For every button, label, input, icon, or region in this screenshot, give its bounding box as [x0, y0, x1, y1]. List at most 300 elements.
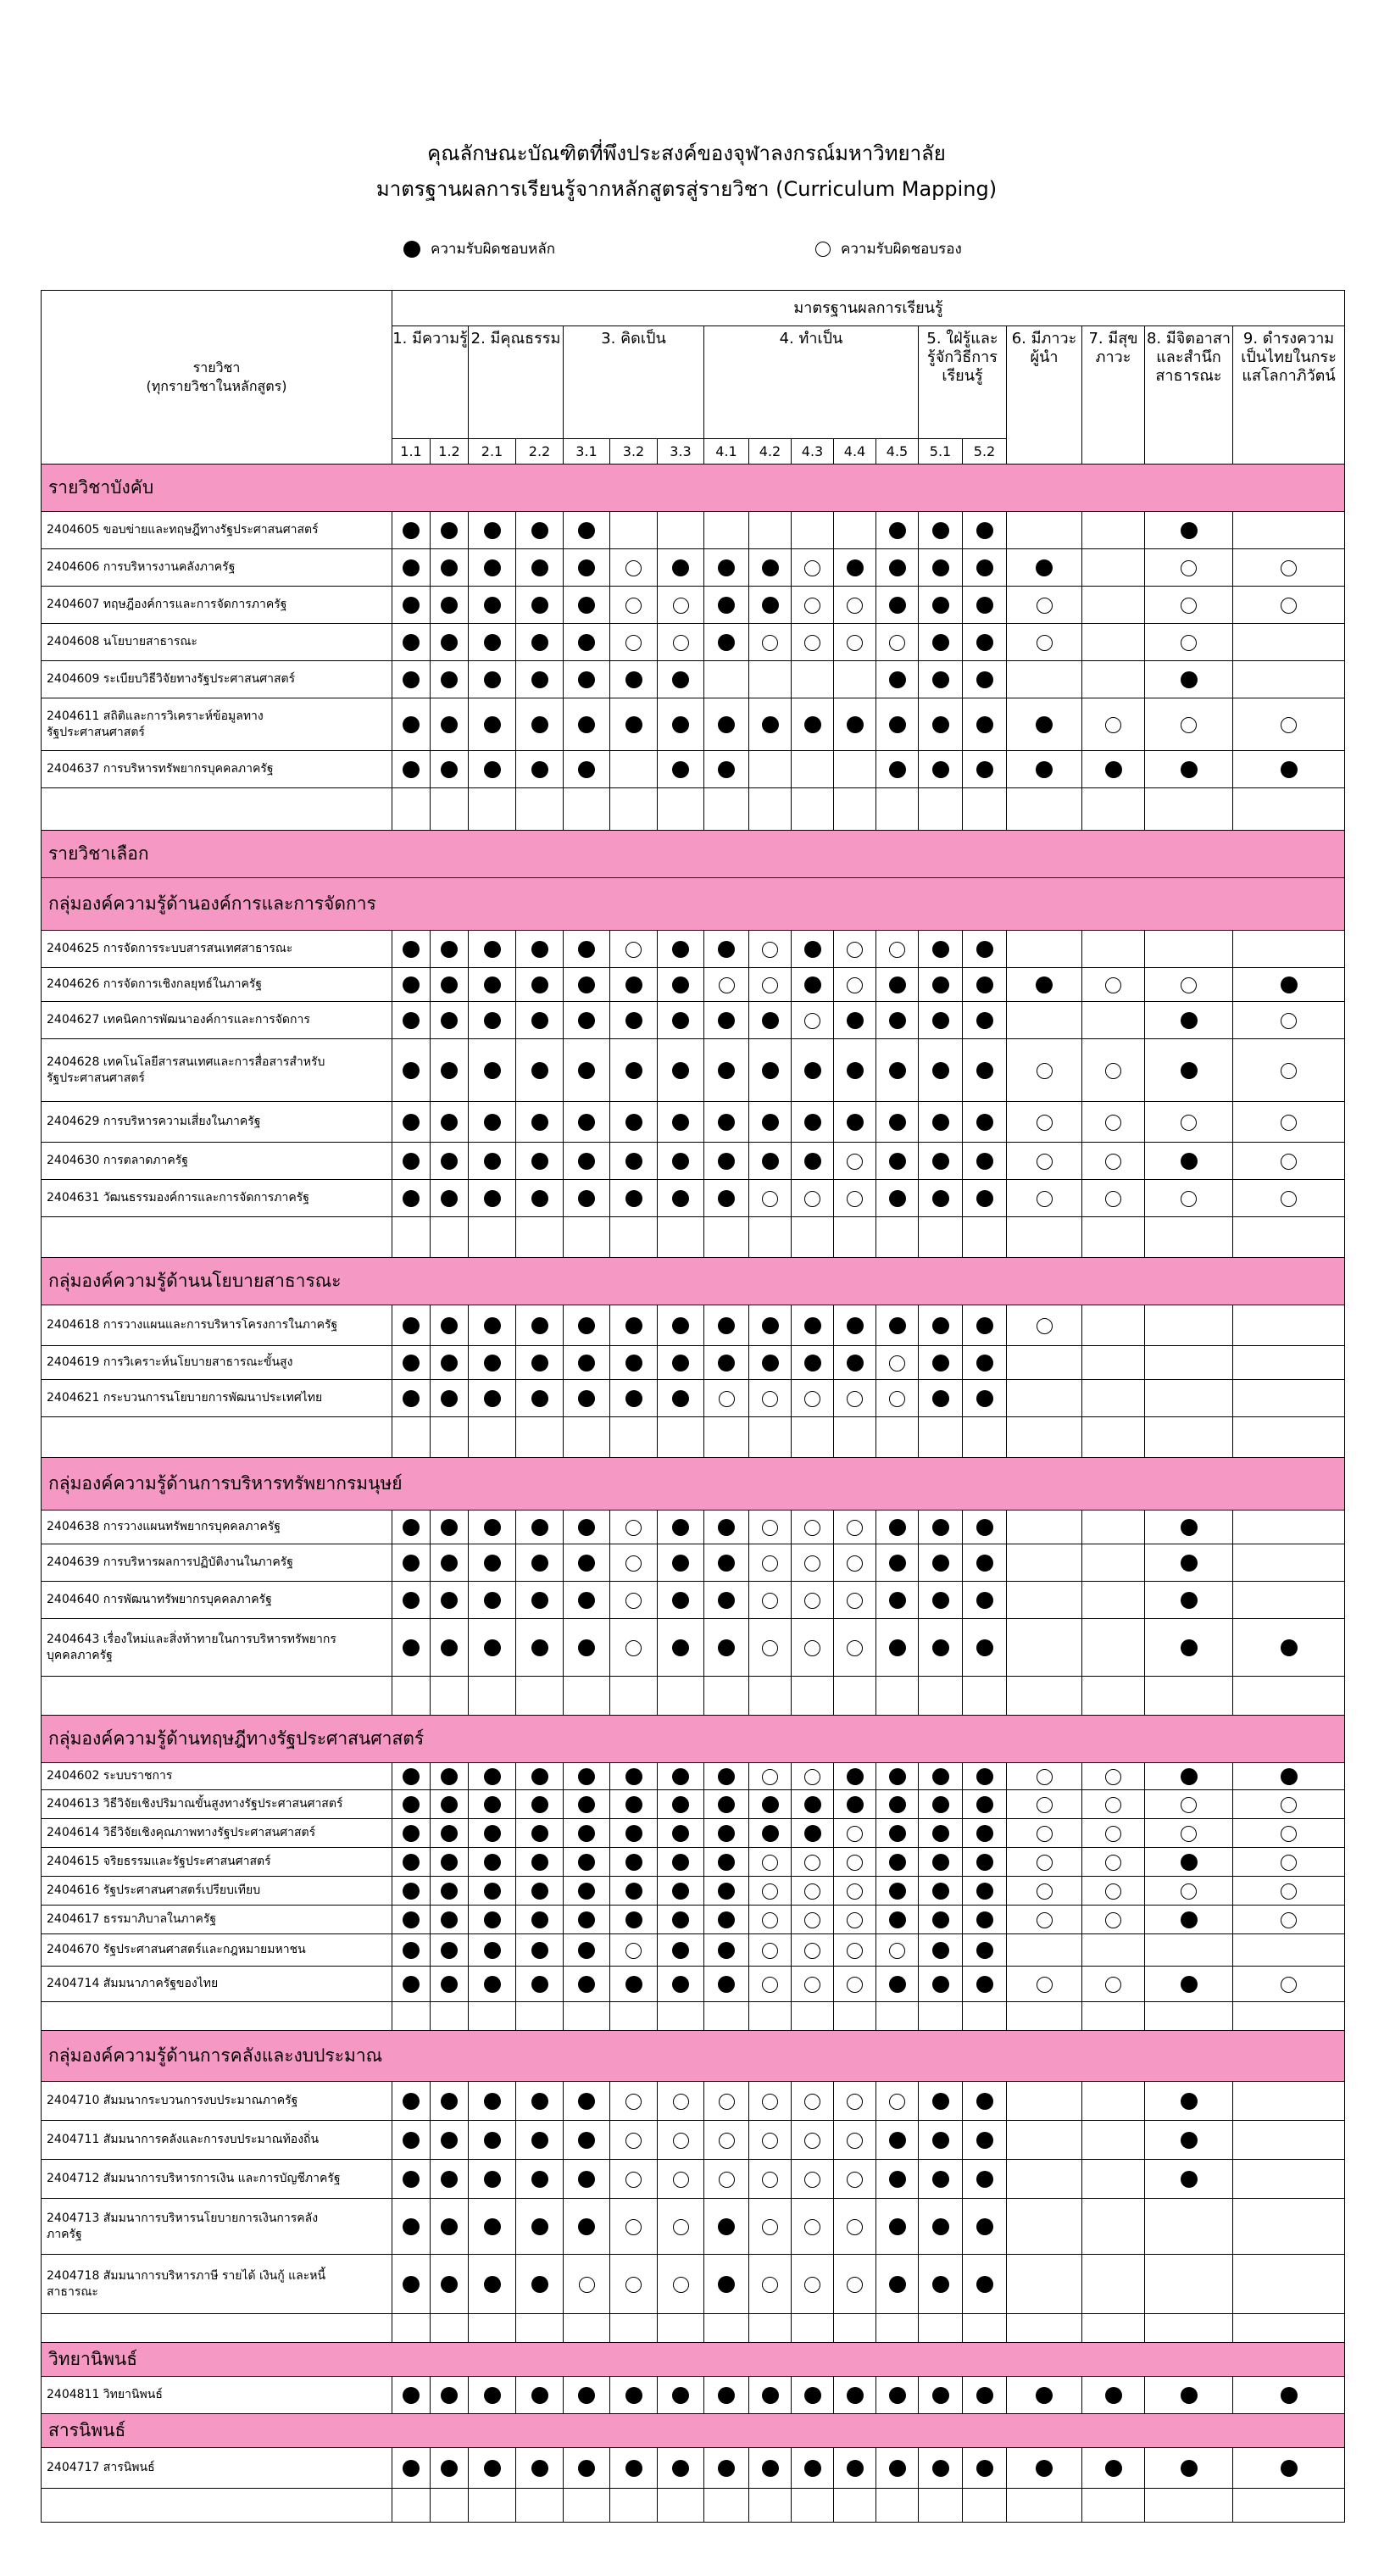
mapping-cell: [469, 1934, 516, 1967]
mapping-cell: [658, 931, 704, 968]
course-name: 2404710 สัมมนากระบวนการงบประมาณภาครัฐ: [42, 2082, 392, 2121]
mapping-cell: [704, 2002, 749, 2031]
mapping-cell: [1233, 2377, 1345, 2414]
mapping-cell: [792, 788, 834, 831]
mapping-cell: [792, 1217, 834, 1258]
mapping-cell: [749, 1582, 792, 1619]
mapping-cell: [1145, 1763, 1233, 1790]
mapping-cell: [469, 1877, 516, 1906]
mapping-cell: [834, 1677, 876, 1716]
mapping-cell: [610, 1143, 658, 1180]
mapping-cell: [469, 698, 516, 751]
primary-responsibility-icon: [932, 1190, 949, 1207]
primary-responsibility-icon: [531, 1519, 548, 1536]
mapping-cell: [610, 549, 658, 587]
primary-responsibility-icon: [976, 634, 993, 651]
course-name: 2404711 สัมมนาการคลังและการงบประมาณท้องถิ่น: [42, 2121, 392, 2160]
primary-responsibility-icon: [804, 941, 821, 958]
primary-responsibility-icon: [672, 1153, 689, 1170]
mapping-cell: [1145, 1180, 1233, 1217]
primary-responsibility-icon: [625, 1976, 642, 1993]
primary-responsibility-icon: [578, 1390, 595, 1407]
primary-responsibility-icon: [531, 1942, 548, 1959]
mapping-cell: [749, 2002, 792, 2031]
mapping-cell: [1007, 2314, 1082, 2343]
mapping-cell: [1233, 1102, 1345, 1143]
primary-responsibility-icon: [718, 716, 735, 733]
section-title: กลุ่มองค์ความรู้ด้านองค์การและการจัดการ: [42, 878, 1345, 931]
primary-responsibility-icon: [441, 1854, 458, 1871]
mapping-cell: [834, 1934, 876, 1967]
mapping-cell: [963, 1906, 1007, 1934]
primary-responsibility-icon: [484, 1317, 501, 1334]
secondary-responsibility-icon: [847, 1826, 863, 1842]
mapping-cell: [516, 1582, 564, 1619]
secondary-responsibility-icon: [762, 1555, 778, 1572]
mapping-cell: [516, 751, 564, 788]
course-row: [42, 1582, 1345, 1619]
mapping-cell: [1082, 1819, 1145, 1848]
primary-responsibility-icon: [976, 2276, 993, 2293]
secondary-responsibility-icon: [1037, 1797, 1053, 1813]
mapping-cell: [610, 698, 658, 751]
mapping-cell: [610, 2199, 658, 2255]
sub-standard-1-2: 1.2: [431, 439, 469, 465]
mapping-cell: [792, 587, 834, 624]
primary-responsibility-icon: [932, 2218, 949, 2235]
mapping-cell: [1007, 1002, 1082, 1039]
course-name: 2404712 สัมมนาการบริหารการเงิน และการบัญชีภาครัฐ: [42, 2160, 392, 2199]
primary-responsibility-icon: [578, 1942, 595, 1959]
mapping-cell: [749, 1380, 792, 1417]
mapping-cell: [834, 2082, 876, 2121]
mapping-cell: [469, 2255, 516, 2314]
primary-responsibility-icon: [578, 1883, 595, 1900]
mapping-cell: [564, 1763, 610, 1790]
mapping-cell: [431, 788, 469, 831]
mapping-cell: [704, 2377, 749, 2414]
mapping-cell: [1233, 549, 1345, 587]
mapping-cell: [963, 1102, 1007, 1143]
mapping-cell: [876, 698, 919, 751]
mapping-cell: [876, 931, 919, 968]
mapping-cell: [658, 1677, 704, 1716]
mapping-cell: [564, 931, 610, 968]
mapping-cell: [1082, 1039, 1145, 1102]
primary-responsibility-icon: [804, 716, 821, 733]
mapping-cell: [1007, 1511, 1082, 1544]
primary-responsibility-icon: [718, 1317, 735, 1334]
mapping-cell: [963, 968, 1007, 1002]
mapping-cell: [431, 2489, 469, 2523]
course-row: [42, 2082, 1345, 2121]
primary-responsibility-icon: [484, 1355, 501, 1371]
mapping-cell: [1233, 512, 1345, 549]
secondary-responsibility-icon: [1281, 1826, 1297, 1842]
primary-responsibility-icon: [403, 2218, 420, 2235]
mapping-cell: [516, 2255, 564, 2314]
mapping-cell: [963, 587, 1007, 624]
course-name: 2404629 การบริหารความเสี่ยงในภาครัฐ: [42, 1102, 392, 1143]
primary-responsibility-icon: [976, 1854, 993, 1871]
mapping-cell: [469, 1102, 516, 1143]
mapping-cell: [919, 1848, 963, 1877]
mapping-cell: [919, 788, 963, 831]
mapping-cell: [431, 1967, 469, 2002]
secondary-responsibility-icon: [1181, 1115, 1197, 1131]
primary-responsibility-icon: [976, 1390, 993, 1407]
course-row: [42, 2377, 1345, 2414]
mapping-cell: [1007, 1582, 1082, 1619]
course-row: [42, 1039, 1345, 1102]
secondary-responsibility-icon: [1037, 1154, 1053, 1170]
mapping-cell: [431, 1582, 469, 1619]
primary-responsibility-icon: [889, 1911, 906, 1928]
primary-responsibility-icon: [1281, 1768, 1298, 1785]
mapping-cell: [792, 1002, 834, 1039]
course-row: [42, 2199, 1345, 2255]
primary-responsibility-icon: [889, 1555, 906, 1572]
mapping-cell: [1082, 698, 1145, 751]
primary-responsibility-icon: [976, 1911, 993, 1928]
mapping-cell: [392, 751, 431, 788]
mapping-cell: [1233, 1002, 1345, 1039]
mapping-cell: [469, 1906, 516, 1934]
sub-standard-3-1: 3.1: [564, 439, 610, 465]
primary-responsibility-icon: [531, 941, 548, 958]
secondary-responsibility-icon: [1037, 1883, 1053, 1900]
course-row: [42, 1102, 1345, 1143]
mapping-cell: [469, 1544, 516, 1582]
course-row: [42, 549, 1345, 587]
primary-responsibility-icon: [625, 1355, 642, 1371]
primary-responsibility-icon: [976, 1317, 993, 1334]
secondary-responsibility-icon: [804, 1520, 820, 1536]
course-name: 2404618 การวางแผนและการบริหารโครงการในภาครัฐ: [42, 1305, 392, 1346]
mapping-cell: [876, 2377, 919, 2414]
mapping-cell: [392, 587, 431, 624]
course-row: [42, 1305, 1345, 1346]
primary-responsibility-icon: [976, 716, 993, 733]
secondary-responsibility-icon: [1281, 1115, 1297, 1131]
primary-responsibility-icon: [932, 1942, 949, 1959]
primary-responsibility-icon: [718, 597, 735, 614]
primary-responsibility-icon: [1105, 761, 1122, 778]
primary-responsibility-icon: [804, 1114, 821, 1131]
standard-group-4: 4. ทำเป็น: [704, 326, 919, 439]
secondary-responsibility-icon: [625, 2277, 642, 2293]
primary-responsibility-icon: [578, 1555, 595, 1572]
mapping-cell: [1007, 1217, 1082, 1258]
mapping-cell: [1082, 1305, 1145, 1346]
primary-responsibility-icon: [441, 1592, 458, 1609]
mapping-cell: [749, 1790, 792, 1819]
mapping-cell: [431, 2082, 469, 2121]
primary-responsibility-icon: [403, 597, 420, 614]
secondary-responsibility-icon: [719, 2172, 735, 2188]
primary-responsibility-icon: [531, 1592, 548, 1609]
primary-responsibility-icon: [531, 2132, 548, 2149]
mapping-cell: [704, 1002, 749, 1039]
mapping-cell: [1233, 2121, 1345, 2160]
course-row: [42, 624, 1345, 661]
primary-responsibility-icon: [672, 1592, 689, 1609]
mapping-cell: [658, 751, 704, 788]
mapping-cell: [431, 1877, 469, 1906]
mapping-cell: [658, 1906, 704, 1934]
primary-responsibility-icon: [718, 1825, 735, 1842]
mapping-cell: [431, 2377, 469, 2414]
secondary-responsibility-icon: [889, 1391, 905, 1407]
mapping-cell: [963, 1544, 1007, 1582]
section-header-row: [42, 1458, 1345, 1511]
mapping-cell: [919, 2199, 963, 2255]
mapping-cell: [876, 661, 919, 698]
mapping-cell: [834, 512, 876, 549]
primary-responsibility-icon: [976, 1796, 993, 1813]
primary-responsibility-icon: [932, 1062, 949, 1079]
course-name: 2404613 วิธีวิจัยเชิงปริมาณขั้นสูงทางรัฐประศาสนศาสตร์: [42, 1790, 392, 1819]
primary-responsibility-icon: [718, 2276, 735, 2293]
primary-responsibility-icon: [484, 2387, 501, 2404]
primary-responsibility-icon: [441, 1519, 458, 1536]
mapping-cell: [564, 1544, 610, 1582]
section-title: กลุ่มองค์ความรู้ด้านทฤษฎีทางรัฐประศาสนศาสตร์: [42, 1716, 1345, 1763]
section-header-row: [42, 2414, 1345, 2448]
mapping-cell: [469, 624, 516, 661]
primary-responsibility-icon: [976, 1519, 993, 1536]
blank-row: [42, 2489, 1345, 2523]
mapping-cell: [1233, 661, 1345, 698]
mapping-cell: [963, 1380, 1007, 1417]
mapping-cell: [392, 2314, 431, 2343]
mapping-cell: [516, 1877, 564, 1906]
mapping-cell: [1007, 968, 1082, 1002]
mapping-cell: [704, 1102, 749, 1143]
mapping-cell: [1233, 1511, 1345, 1544]
primary-responsibility-icon: [932, 1114, 949, 1131]
primary-responsibility-icon: [718, 559, 735, 576]
mapping-cell: [610, 1217, 658, 1258]
secondary-responsibility-icon: [625, 1555, 642, 1572]
mapping-cell: [876, 1848, 919, 1877]
primary-responsibility-icon: [932, 2460, 949, 2477]
secondary-responsibility-icon: [1037, 1912, 1053, 1928]
primary-responsibility-icon: [976, 522, 993, 539]
standard-group-7: 7. มีสุขภาวะ: [1082, 326, 1145, 465]
primary-responsibility-icon: [578, 1976, 595, 1993]
standard-group-2: 2. มีคุณธรรม: [469, 326, 564, 439]
mapping-cell: [392, 1346, 431, 1380]
mapping-cell: [392, 1102, 431, 1143]
mapping-cell: [792, 1544, 834, 1582]
primary-responsibility-icon: [932, 1355, 949, 1371]
primary-responsibility-icon: [403, 1062, 420, 1079]
primary-responsibility-icon: [531, 1317, 548, 1334]
mapping-cell: [1007, 1417, 1082, 1458]
mapping-cell: [876, 1934, 919, 1967]
mapping-cell: [792, 1906, 834, 1934]
mapping-cell: [919, 1934, 963, 1967]
mapping-cell: [834, 2002, 876, 2031]
mapping-cell: [658, 2160, 704, 2199]
primary-responsibility-icon: [484, 597, 501, 614]
mapping-cell: [431, 624, 469, 661]
standard-group-1: 1. มีความรู้: [392, 326, 469, 439]
mapping-cell: [658, 1877, 704, 1906]
primary-responsibility-icon: [484, 2093, 501, 2110]
primary-responsibility-icon: [976, 1639, 993, 1656]
secondary-responsibility-icon: [1281, 1191, 1297, 1207]
mapping-cell: [658, 1848, 704, 1877]
mapping-cell: [431, 1619, 469, 1677]
mapping-cell: [564, 549, 610, 587]
mapping-cell: [392, 2377, 431, 2414]
mapping-cell: [876, 1877, 919, 1906]
section-header-row: [42, 2031, 1345, 2082]
mapping-cell: [704, 1417, 749, 1458]
mapping-cell: [610, 661, 658, 698]
primary-responsibility-icon: [847, 1355, 864, 1371]
primary-responsibility-icon: [672, 1883, 689, 1900]
primary-responsibility-icon: [531, 1555, 548, 1572]
mapping-cell: [1145, 512, 1233, 549]
primary-responsibility-icon: [718, 1768, 735, 1785]
mapping-cell: [919, 2160, 963, 2199]
mapping-cell: [392, 698, 431, 751]
mapping-cell: [431, 1180, 469, 1217]
mapping-cell: [792, 512, 834, 549]
primary-responsibility-icon: [762, 597, 779, 614]
primary-responsibility-icon: [403, 1390, 420, 1407]
secondary-responsibility-icon: [804, 1191, 820, 1207]
mapping-cell: [1145, 1934, 1233, 1967]
mapping-cell: [658, 2002, 704, 2031]
course-name: 2404621 กระบวนการนโยบายการพัฒนาประเทศไทย: [42, 1380, 392, 1417]
secondary-responsibility-icon: [1281, 717, 1297, 733]
primary-responsibility-icon: [762, 1317, 779, 1334]
mapping-cell: [469, 1217, 516, 1258]
mapping-cell: [392, 1967, 431, 2002]
primary-responsibility-icon: [889, 2387, 906, 2404]
primary-responsibility-icon: [932, 1592, 949, 1609]
mapping-cell: [1145, 587, 1233, 624]
primary-responsibility-icon: [932, 2093, 949, 2110]
mapping-cell: [1007, 2448, 1082, 2489]
primary-responsibility-icon: [484, 2460, 501, 2477]
mapping-cell: [1145, 1967, 1233, 2002]
mapping-cell: [1233, 1582, 1345, 1619]
mapping-cell: [792, 1934, 834, 1967]
mapping-cell: [704, 1039, 749, 1102]
mapping-cell: [564, 2489, 610, 2523]
primary-responsibility-icon: [403, 1768, 420, 1785]
secondary-responsibility-icon: [762, 942, 778, 958]
mapping-cell: [963, 1763, 1007, 1790]
mapping-cell: [392, 931, 431, 968]
mapping-cell: [564, 1619, 610, 1677]
mapping-cell: [1082, 512, 1145, 549]
section-header-row: [42, 2343, 1345, 2377]
secondary-responsibility-icon: [1181, 635, 1197, 651]
primary-responsibility-icon: [847, 716, 864, 733]
primary-responsibility-icon: [625, 1768, 642, 1785]
mapping-cell: [658, 1217, 704, 1258]
course-name: 2404670 รัฐประศาสนศาสตร์และกฎหมายมหาชน: [42, 1934, 392, 1967]
secondary-responsibility-icon: [804, 2172, 820, 2188]
mapping-cell: [919, 968, 963, 1002]
mapping-cell: [1007, 2199, 1082, 2255]
mapping-cell: [876, 2121, 919, 2160]
primary-responsibility-icon: [403, 2460, 420, 2477]
mapping-cell: [792, 2314, 834, 2343]
mapping-cell: [1233, 1544, 1345, 1582]
primary-responsibility-icon: [403, 1114, 420, 1131]
secondary-responsibility-icon: [762, 1391, 778, 1407]
primary-responsibility-icon: [441, 1317, 458, 1334]
mapping-cell: [876, 1582, 919, 1619]
secondary-responsibility-icon: [1105, 1797, 1121, 1813]
primary-responsibility-icon: [578, 2132, 595, 2149]
mapping-cell: [919, 751, 963, 788]
mapping-cell: [704, 549, 749, 587]
mapping-cell: [610, 1511, 658, 1544]
mapping-cell: [1007, 1380, 1082, 1417]
secondary-responsibility-icon: [847, 1943, 863, 1959]
secondary-responsibility-icon: [673, 2172, 689, 2188]
primary-responsibility-icon: [932, 2387, 949, 2404]
mapping-cell: [963, 2002, 1007, 2031]
mapping-cell: [749, 1763, 792, 1790]
mapping-cell: [431, 661, 469, 698]
primary-responsibility-icon: [672, 1390, 689, 1407]
mapping-cell: [1145, 1582, 1233, 1619]
mapping-cell: [1082, 1906, 1145, 1934]
mapping-cell: [469, 2002, 516, 2031]
mapping-cell: [1233, 1967, 1345, 2002]
mapping-cell: [1145, 1677, 1233, 1716]
mapping-cell: [792, 1877, 834, 1906]
mapping-cell: [919, 2448, 963, 2489]
primary-responsibility-icon: [625, 976, 642, 993]
mapping-cell: [658, 1934, 704, 1967]
primary-responsibility-icon: [578, 1639, 595, 1656]
mapping-cell: [749, 1906, 792, 1934]
secondary-responsibility-icon: [1281, 1912, 1297, 1928]
secondary-responsibility-icon: [847, 2094, 863, 2110]
secondary-responsibility-icon: [762, 1977, 778, 1993]
primary-responsibility-icon: [441, 2132, 458, 2149]
secondary-responsibility-icon: [804, 2219, 820, 2235]
primary-responsibility-icon: [976, 1768, 993, 1785]
mapping-cell: [1007, 1619, 1082, 1677]
secondary-responsibility-icon: [847, 1883, 863, 1900]
mapping-cell: [919, 1511, 963, 1544]
primary-responsibility-icon: [531, 1639, 548, 1656]
secondary-responsibility-icon: [625, 598, 642, 614]
primary-responsibility-icon: [441, 1768, 458, 1785]
primary-responsibility-icon: [718, 1355, 735, 1371]
mapping-cell: [1145, 661, 1233, 698]
mapping-cell: [516, 2160, 564, 2199]
mapping-cell: [564, 1305, 610, 1346]
mapping-cell: [1145, 2082, 1233, 2121]
primary-responsibility-icon: [484, 1639, 501, 1656]
primary-responsibility-icon: [889, 1062, 906, 1079]
mapping-cell: [516, 1002, 564, 1039]
course-row: [42, 1848, 1345, 1877]
mapping-cell: [610, 587, 658, 624]
